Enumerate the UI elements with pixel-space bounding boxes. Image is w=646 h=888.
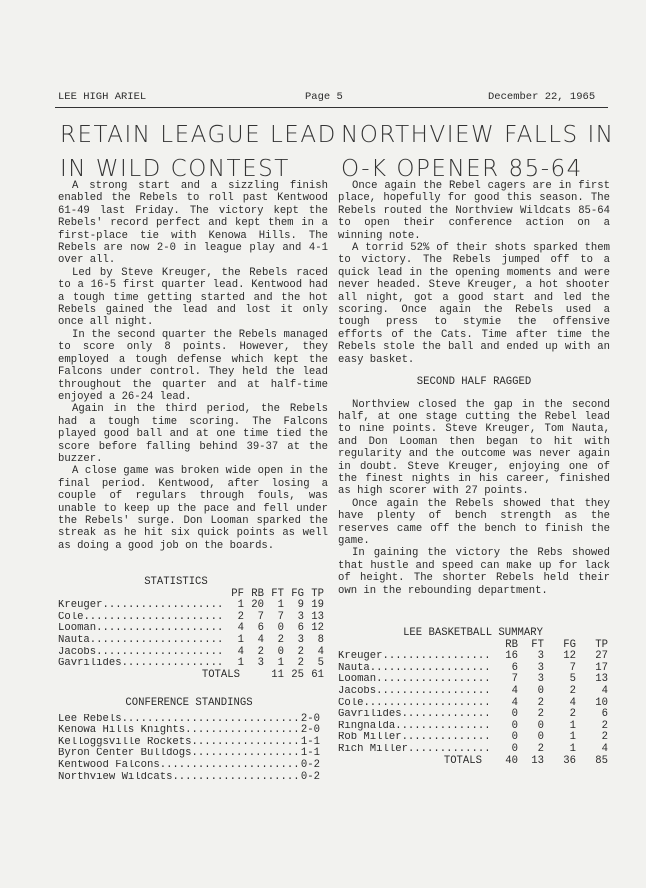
table-row xyxy=(338,674,608,686)
basketball-summary-table xyxy=(338,628,608,767)
summary-cell: 2 xyxy=(601,719,608,732)
team-record: 2-0 xyxy=(300,724,320,737)
paper-name: LEE HIGH ARIEL xyxy=(58,91,147,103)
summary-cell: 13 xyxy=(595,673,608,686)
stat-cell: 4 xyxy=(237,645,244,658)
player-name: Rich Miller ..... xyxy=(338,744,488,756)
stat-cell: 7 xyxy=(277,610,284,623)
standings-title: CONFERENCE STANDINGS xyxy=(125,697,253,709)
summary-header: RB xyxy=(505,638,518,651)
stat-cell: 6 xyxy=(297,622,304,635)
summary-cell: 4 xyxy=(601,684,608,697)
summary-header: FG xyxy=(563,638,576,651)
team-name: Kentwood Falcons ..... xyxy=(58,760,298,772)
total-cell: 13 xyxy=(531,754,544,767)
team-name: Kelloggsville Rockets ..... xyxy=(58,737,298,749)
summary-cell: 17 xyxy=(595,661,608,674)
summary-cell: 3 xyxy=(537,650,544,663)
total-cell: 11 xyxy=(271,668,284,681)
player-name: Cole ..... xyxy=(58,612,224,624)
stat-cell: 20 xyxy=(251,599,264,612)
stat-cell: 2 xyxy=(297,645,304,658)
summary-cell: 1 xyxy=(569,731,576,744)
stat-header: FT xyxy=(271,587,284,600)
summary-cell: 0 xyxy=(511,731,518,744)
player-name: Nauta ..... xyxy=(58,635,224,647)
team-name: Northview Wildcats ..... xyxy=(58,772,298,784)
stat-cell: 1 xyxy=(237,599,244,612)
total-cell: 40 xyxy=(505,754,518,767)
stat-cell: 7 xyxy=(257,610,264,623)
summary-cell: 2 xyxy=(537,696,544,709)
summary-cell: 2 xyxy=(537,742,544,755)
player-name: Looman ..... xyxy=(58,623,224,635)
table-row xyxy=(338,651,608,663)
summary-cell: 7 xyxy=(511,673,518,686)
table-row xyxy=(338,732,608,744)
player-name: Gavrilides ..... xyxy=(58,658,224,670)
stat-cell: 0 xyxy=(277,645,284,658)
table-row xyxy=(58,635,324,647)
article-subhead: SECOND HALF RAGGED xyxy=(416,376,532,389)
summary-title: LEE BASKETBALL SUMMARY xyxy=(403,627,543,639)
table-row xyxy=(58,737,320,749)
stat-cell: 9 xyxy=(297,599,304,612)
stat-cell: 2 xyxy=(277,633,284,646)
left-headline xyxy=(60,118,337,186)
team-record: 0-2 xyxy=(300,758,320,771)
statistics-totals-row xyxy=(58,670,324,682)
summary-cell: 2 xyxy=(537,708,544,721)
summary-cell: 4 xyxy=(569,696,576,709)
stat-cell: 2 xyxy=(297,657,304,670)
stat-header: TP xyxy=(311,587,324,600)
statistics-header-row xyxy=(58,589,324,601)
summary-cell: 5 xyxy=(569,673,576,686)
statistics-title: STATISTICS xyxy=(144,576,208,588)
table-row xyxy=(338,721,608,733)
total-cell: 36 xyxy=(563,754,576,767)
summary-cell: 0 xyxy=(537,684,544,697)
player-name: Nauta ..... xyxy=(338,663,488,675)
summary-cell: 10 xyxy=(595,696,608,709)
right-headline-line2: O-K OPENER 85-64 xyxy=(341,156,583,182)
summary-cell: 0 xyxy=(511,742,518,755)
article-paragraph: Northview closed the gap in the second half, at one stage cutting the Rebel lead to nine points. Steve Kreuger, Tom Nauta, and Don Looman then began to hit with regularity and the outcome was never again in doubt. Steve Kreuger, enjoying one of the finest nights in his career, finished as high scorer with 27 points. xyxy=(338,398,610,498)
player-name: Jacobs ..... xyxy=(338,686,488,698)
total-cell: 25 xyxy=(291,668,304,681)
summary-header: FT xyxy=(531,638,544,651)
summary-header: TP xyxy=(595,638,608,651)
totals-label: TOTALS xyxy=(201,668,240,681)
summary-cell: 3 xyxy=(537,673,544,686)
stat-cell: 1 xyxy=(237,657,244,670)
page-number: Page 5 xyxy=(305,91,343,103)
summary-cell: 0 xyxy=(511,708,518,721)
stat-cell: 4 xyxy=(237,622,244,635)
totals-label: TOTALS xyxy=(443,754,482,767)
table-row xyxy=(58,658,324,670)
stat-cell: 6 xyxy=(257,622,264,635)
stat-cell: 3 xyxy=(257,657,264,670)
right-headline-line1: NORTHVIEW FALLS IN xyxy=(341,122,615,148)
table-row xyxy=(58,612,324,624)
summary-cell: 1 xyxy=(569,742,576,755)
summary-cell: 4 xyxy=(511,684,518,697)
summary-cell: 6 xyxy=(601,708,608,721)
table-row xyxy=(58,760,320,772)
team-name: Lee Rebels ..... xyxy=(58,714,298,726)
conference-standings xyxy=(58,698,320,783)
team-name: Kenowa Hills Knights ..... xyxy=(58,725,298,737)
right-headline xyxy=(341,118,614,186)
stat-cell: 1 xyxy=(277,599,284,612)
summary-cell: 0 xyxy=(511,719,518,732)
left-headline-line2: IN WILD CONTEST xyxy=(60,156,290,182)
summary-cell: 3 xyxy=(537,661,544,674)
article-paragraph: Once again the Rebels showed that they have plenty of bench strength as the reserves came off the bench to finish the game. xyxy=(338,497,610,547)
stat-cell: 8 xyxy=(317,633,324,646)
table-row xyxy=(338,663,608,675)
summary-cell: 12 xyxy=(563,650,576,663)
issue-date: December 22, 1965 xyxy=(488,91,596,103)
summary-cell: 0 xyxy=(537,719,544,732)
player-name: Rob Miller ..... xyxy=(338,732,488,744)
summary-cell: 27 xyxy=(595,650,608,663)
article-paragraph: Led by Steve Kreuger, the Rebels raced to a 16-5 first quarter lead. Kentwood had a tough time getting started and the hot Rebels gained the lead and lost it only once all night. xyxy=(58,266,328,329)
statistics-table xyxy=(58,577,324,681)
table-row xyxy=(58,772,320,784)
summary-cell: 0 xyxy=(537,731,544,744)
stat-cell: 2 xyxy=(257,645,264,658)
table-row xyxy=(58,725,320,737)
table-row xyxy=(58,714,320,726)
article-paragraph: Again in the third period, the Rebels had a tough time scoring. The Falcons played good ball and at one time tied the score before falling behind 39-37 at the buzzer. xyxy=(58,403,328,465)
stat-cell: 5 xyxy=(317,657,324,670)
summary-cell: 16 xyxy=(505,650,518,663)
team-record: 0-2 xyxy=(300,770,320,783)
table-row xyxy=(338,709,608,721)
summary-totals-row xyxy=(338,756,608,768)
summary-cell: 2 xyxy=(569,684,576,697)
table-row xyxy=(338,698,608,710)
article-paragraph: A torrid 52% of their shots sparked them to victory. The Rebels jumped off to a quick lead in the opening moments and were never headed. Steve Kreuger, a hot shooter all night, got a good start and led the scoring. Once again the Rebels used a tough press to stymie the offensive efforts of the Cats. Time after time the Rebels stole the ball and ended up with an easy basket. xyxy=(338,242,610,366)
stat-cell: 2 xyxy=(237,610,244,623)
article-paragraph: A close game was broken wide open in the final period. Kentwood, after losing a couple of regulars through fouls, was unable to keep up the pace and fell under the Rebels' surge. Don Looman sparked the streak as he hit six quick points as well as doing a good job on the boards. xyxy=(58,465,328,552)
player-name: Kreuger ..... xyxy=(58,600,224,612)
right-article-body xyxy=(338,180,610,597)
stat-cell: 12 xyxy=(311,622,324,635)
player-name: Looman ..... xyxy=(338,674,488,686)
table-row xyxy=(338,686,608,698)
table-row xyxy=(338,744,608,756)
player-name: Jacobs ..... xyxy=(58,647,224,659)
player-name: Kreuger ..... xyxy=(338,651,488,663)
team-name: Byron Center Bulldogs ..... xyxy=(58,748,298,760)
summary-cell: 4 xyxy=(601,742,608,755)
table-row xyxy=(58,623,324,635)
stat-cell: 1 xyxy=(237,633,244,646)
stat-header: FG xyxy=(291,587,304,600)
summary-cell: 2 xyxy=(601,731,608,744)
article-paragraph: In the second quarter the Rebels managed to score only 8 points. However, they employed a tough defense which kept the Falcons under control. They held the lead throughout the quarter and at half-time enjoyed a 26-24 lead. xyxy=(58,328,328,403)
stat-header: PF xyxy=(231,587,244,600)
total-cell: 85 xyxy=(595,754,608,767)
article-paragraph: In gaining the victory the Rebs showed that hustle and speed can make up for lack of height. The shorter Rebels held their own in the rebounding department. xyxy=(338,547,610,597)
team-record: 1-1 xyxy=(300,747,320,760)
stat-cell: 0 xyxy=(277,622,284,635)
article-paragraph: A strong start and a sizzling finish enabled the Rebels to roll past Kentwood 61-49 last Friday. The victory kept the Rebels' record perfect and kept them in a first-place tie with Kenowa Hills. The Rebels are now 2-0 in league play and 4-1 over all. xyxy=(58,180,328,267)
stat-cell: 4 xyxy=(317,645,324,658)
player-name: Cole ..... xyxy=(338,698,488,710)
player-name: Ringnalda ..... xyxy=(338,721,488,733)
summary-cell: 1 xyxy=(569,719,576,732)
stat-cell: 13 xyxy=(311,610,324,623)
stat-header: RB xyxy=(251,587,264,600)
summary-cell: 7 xyxy=(569,661,576,674)
table-row xyxy=(58,647,324,659)
team-record: 1-1 xyxy=(300,735,320,748)
stat-cell: 4 xyxy=(257,633,264,646)
summary-cell: 4 xyxy=(511,696,518,709)
stat-cell: 19 xyxy=(311,599,324,612)
header-rule xyxy=(55,107,608,108)
article-paragraph: Once again the Rebel cagers are in first place, hopefully for good this season. The Rebels routed the Northview Wildcats 85-64 to open their conference action on a winning note. xyxy=(338,180,610,242)
stat-cell: 3 xyxy=(297,633,304,646)
summary-cell: 6 xyxy=(511,661,518,674)
summary-cell: 2 xyxy=(569,708,576,721)
table-row xyxy=(58,748,320,760)
left-article-body xyxy=(58,180,328,552)
stat-cell: 3 xyxy=(297,610,304,623)
player-name: Gavrilides ..... xyxy=(338,709,488,721)
stat-cell: 1 xyxy=(277,657,284,670)
table-row xyxy=(58,600,324,612)
team-record: 2-0 xyxy=(300,712,320,725)
left-headline-line1: RETAIN LEAGUE LEAD xyxy=(60,122,337,148)
total-cell: 61 xyxy=(311,668,324,681)
